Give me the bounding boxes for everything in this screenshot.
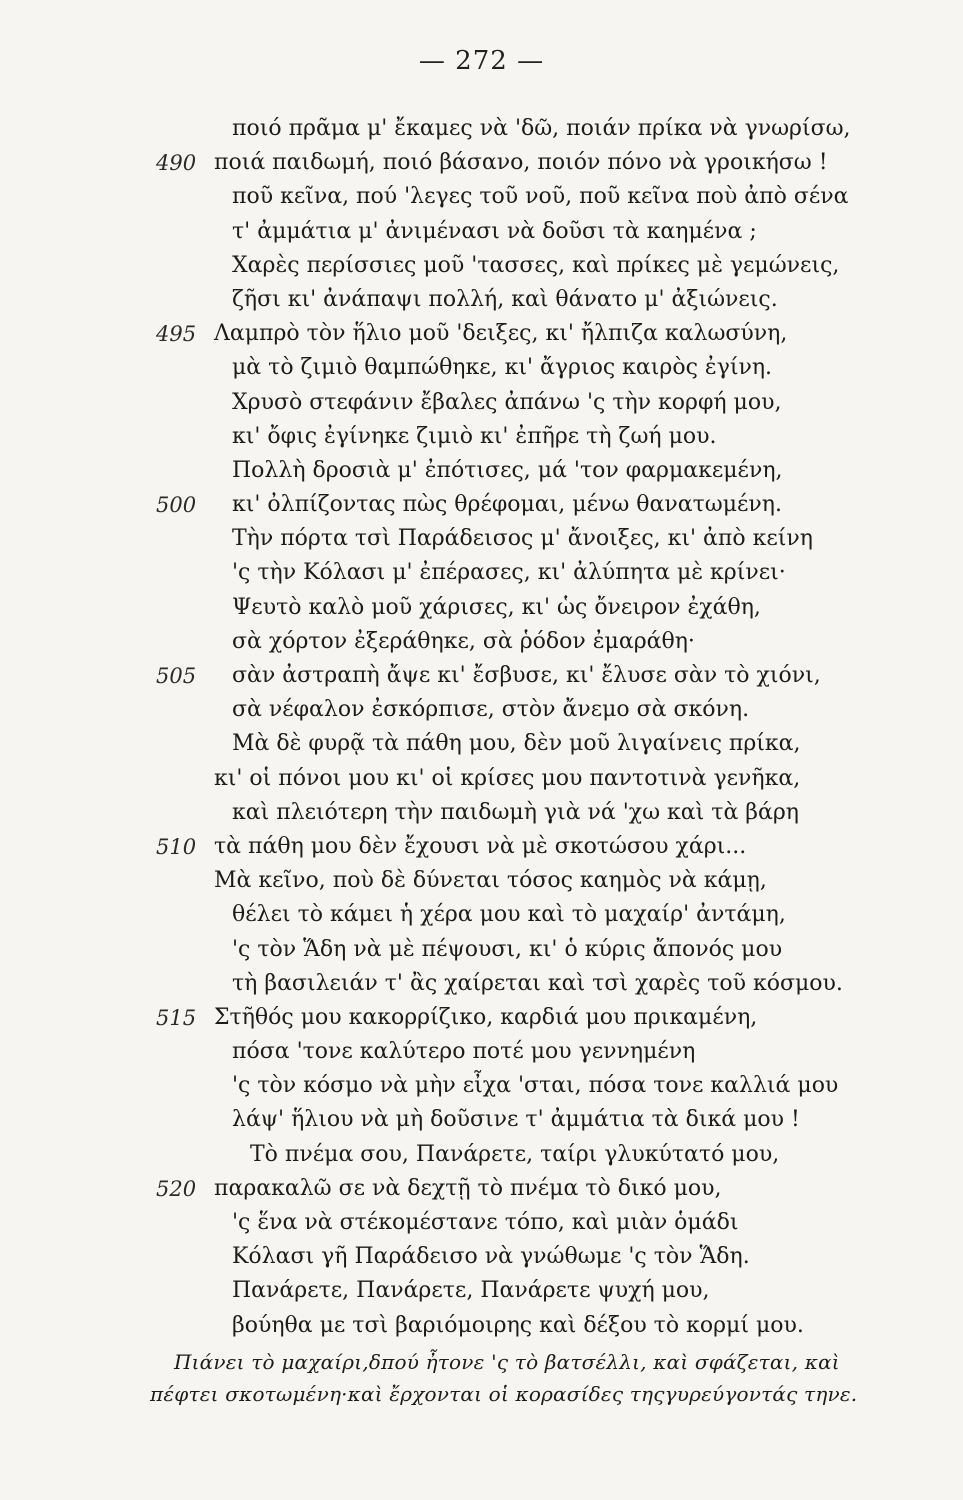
verse-text: ποιά παιδωμή, ποιό βάσανο, ποιόν πόνο νὰ γροικήσω ! [214,150,828,176]
verse-line [0,864,963,898]
verse-number: 520 [156,1176,197,1201]
verse-line [0,898,963,932]
verse-line [0,591,963,625]
verse-text: λάψ' ἥλιου νὰ μὴ δοῦσινε τ' ἀμμάτια τὰ δικά μου ! [232,1107,800,1133]
stage-direction-line-2: πέφτει σκοτωμένη·καὶ ἔρχονται οἱ κορασίδες τηςγυρεύγοντάς τηνε. [150,1382,858,1406]
verse-line [0,1172,963,1206]
verse-text: σὰν ἀστραπὴ ἄψε κι' ἔσβυσε, κι' ἔλυσε σὰν τὸ χιόνι, [232,663,821,688]
verse-text: κι' οἱ πόνοι μου κι' οἱ κρίσες μου παντοτινὰ γενῆκα, [214,765,801,791]
verse-text: Μὰ δὲ φυρᾷ τὰ πάθη μου, δὲν μοῦ λιγαίνεις πρίκα, [232,731,801,757]
verse-line [0,625,963,659]
verse-text: Τὴν πόρτα τσὶ Παράδεισος μ' ἄνοιξες, κι' ἀπὸ κείνη [232,526,813,552]
verse-line [0,1206,963,1240]
verse-text: Στῆθός μου κακορρίζικο, καρδιά μου πρικαμένη, [214,1004,758,1030]
verse-text: Χρυσὸ στεφάνιν ἔβαλες ἀπάνω 'ς τὴν κορφή μου, [232,389,782,415]
verse-line [0,386,963,420]
verse-line [0,796,963,830]
verse-text: ποῦ κεῖνα, πού 'λεγες τοῦ νοῦ, ποῦ κεῖνα ποὺ ἀπὸ σένα [232,184,849,210]
verse-text: 'ς τὸν Ἅδη νὰ μὲ πέψουσι, κι' ὁ κύρις ἄπονός μου [232,936,783,962]
verse-line [0,488,963,522]
verse-text: 'ς τὴν Κόλασι μ' ἐπέρασες, κι' ἀλύπητα μὲ κρίνει· [232,560,786,586]
verse-number: 510 [156,834,197,859]
verse-text: σὰ νέφαλον ἐσκόρπισε, στὸν ἄνεμο σὰ σκόνη. [232,697,750,723]
verse-line [0,1240,963,1274]
verse-line [0,1069,963,1103]
verse-line [0,1103,963,1137]
verse-text: ζῆσι κι' ἀνάπαψι πολλή, καὶ θάνατο μ' ἀξιώνεις. [232,286,778,312]
verse-line [0,967,963,1001]
verse-line [0,283,963,317]
verse-line [0,1274,963,1308]
verse-line [0,659,963,693]
verse-text: Μὰ κεῖνο, ποὺ δὲ δύνεται τόσος καημὸς νὰ κάμῃ, [214,868,767,894]
verse-number: 515 [156,1005,197,1030]
verse-line [0,1309,963,1343]
verse-text: τὰ πάθη μου δὲν ἔχουσι νὰ μὲ σκοτώσου χάρι... [214,833,747,859]
verse-text: μὰ τὸ ζιμιὸ θαμπώθηκε, κι' ἄγριος καιρὸς ἐγίνη. [232,355,773,381]
verse-text: κι' ὄφις ἐγίνηκε ζιμιὸ κι' ἐπῆρε τὴ ζωή μου. [232,423,717,449]
verse-text: Λαμπρὸ τὸν ἥλιο μοῦ 'δειξες, κι' ἤλπιζα καλωσύνη, [214,321,788,347]
verse-text: 'ς τὸν κόσμο νὰ μὴν εἶχα 'σται, πόσα τονε καλλιά μου [232,1073,839,1099]
verse-line [0,351,963,385]
verse-line [0,556,963,590]
verse-line [0,454,963,488]
verse-line [0,830,963,864]
verse-text: κι' ὀλπίζοντας πὼς θρέφομαι, μένω θανατωμένη. [232,492,782,518]
verse-line [0,1138,963,1172]
verse-line [0,727,963,761]
verse-text: τὴ βασιλειάν τ' ἂς χαίρεται καὶ τσὶ χαρὲς τοῦ κόσμου. [232,970,843,996]
verse-text: σὰ χόρτον ἐξεράθηκε, σὰ ῥόδον ἐμαράθη· [232,628,695,654]
verse-text: τ' ἀμμάτια μ' ἀνιμένασι νὰ δοῦσι τὰ καημένα ; [232,218,757,244]
verse-line [0,762,963,796]
verse-line [0,1001,963,1035]
verse-number: 505 [156,664,197,688]
verse-line [0,112,963,146]
verse-text: Πολλὴ δροσιὰ μ' ἐπότισες, μά 'τον φαρμακεμένη, [232,457,783,483]
verse-text: Κόλασι γῆ Παράδεισο νὰ γνώθωμε 'ς τὸν Ἅδη. [232,1244,750,1270]
verse-line [0,317,963,351]
verse-line [0,180,963,214]
verse-text: Χαρὲς περίσσιες μοῦ 'τασσες, καὶ πρίκες μὲ γεμώνεις, [232,252,840,278]
verse-line [0,693,963,727]
verse-line [0,522,963,556]
verse-number: 500 [156,493,197,518]
verse-text: Πανάρετε, Πανάρετε, Πανάρετε ψυχή μου, [232,1278,710,1304]
verse-text: Ψευτὸ καλὸ μοῦ χάρισες, κι' ὡς ὄνειρον ἐχάθη, [232,594,761,620]
verse-text: πόσα 'τονε καλύτερο ποτέ μου γεννημένη [232,1039,696,1065]
verse-text: 'ς ἕνα νὰ στέκομέστανε τόπο, καὶ μιὰν ὁμάδι [232,1210,739,1235]
verse-line [0,249,963,283]
verse-number: 490 [156,151,197,176]
verse-text: Τὸ πνέμα σου, Πανάρετε, ταίρι γλυκύτατό μου, [250,1141,780,1167]
verse-line [0,933,963,967]
page-number: — 272 — [418,46,545,76]
verse-text: βούηθα με τσὶ βαριόμοιρης καὶ δέξου τὸ κορμί μου. [232,1312,804,1338]
verse-text: παρακαλῶ σε νὰ δεχτῇ τὸ πνέμα τὸ δικό μου, [214,1175,722,1201]
stage-direction-line-1: Πιάνει τὸ μαχαίρι,δπού ἦτονε 'ς τὸ βατσέλλι, καὶ σφάζεται, καὶ [174,1350,840,1374]
verse-line [0,1035,963,1069]
verse-line [0,215,963,249]
verse-text: ποιό πρᾶμα μ' ἔκαμες νὰ 'δῶ, ποιάν πρίκα νὰ γνωρίσω, [232,116,851,141]
verse-number: 495 [156,322,197,347]
verse-line [0,146,963,180]
verse-text: θέλει τὸ κάμει ἡ χέρα μου καὶ τὸ μαχαίρ' ἀντάμη, [232,902,786,928]
verse-text: καὶ πλειότερη τὴν παιδωμὴ γιὰ νά 'χω καὶ τὰ βάρη [232,799,799,825]
verse-line [0,420,963,454]
verse-block [0,112,963,1343]
